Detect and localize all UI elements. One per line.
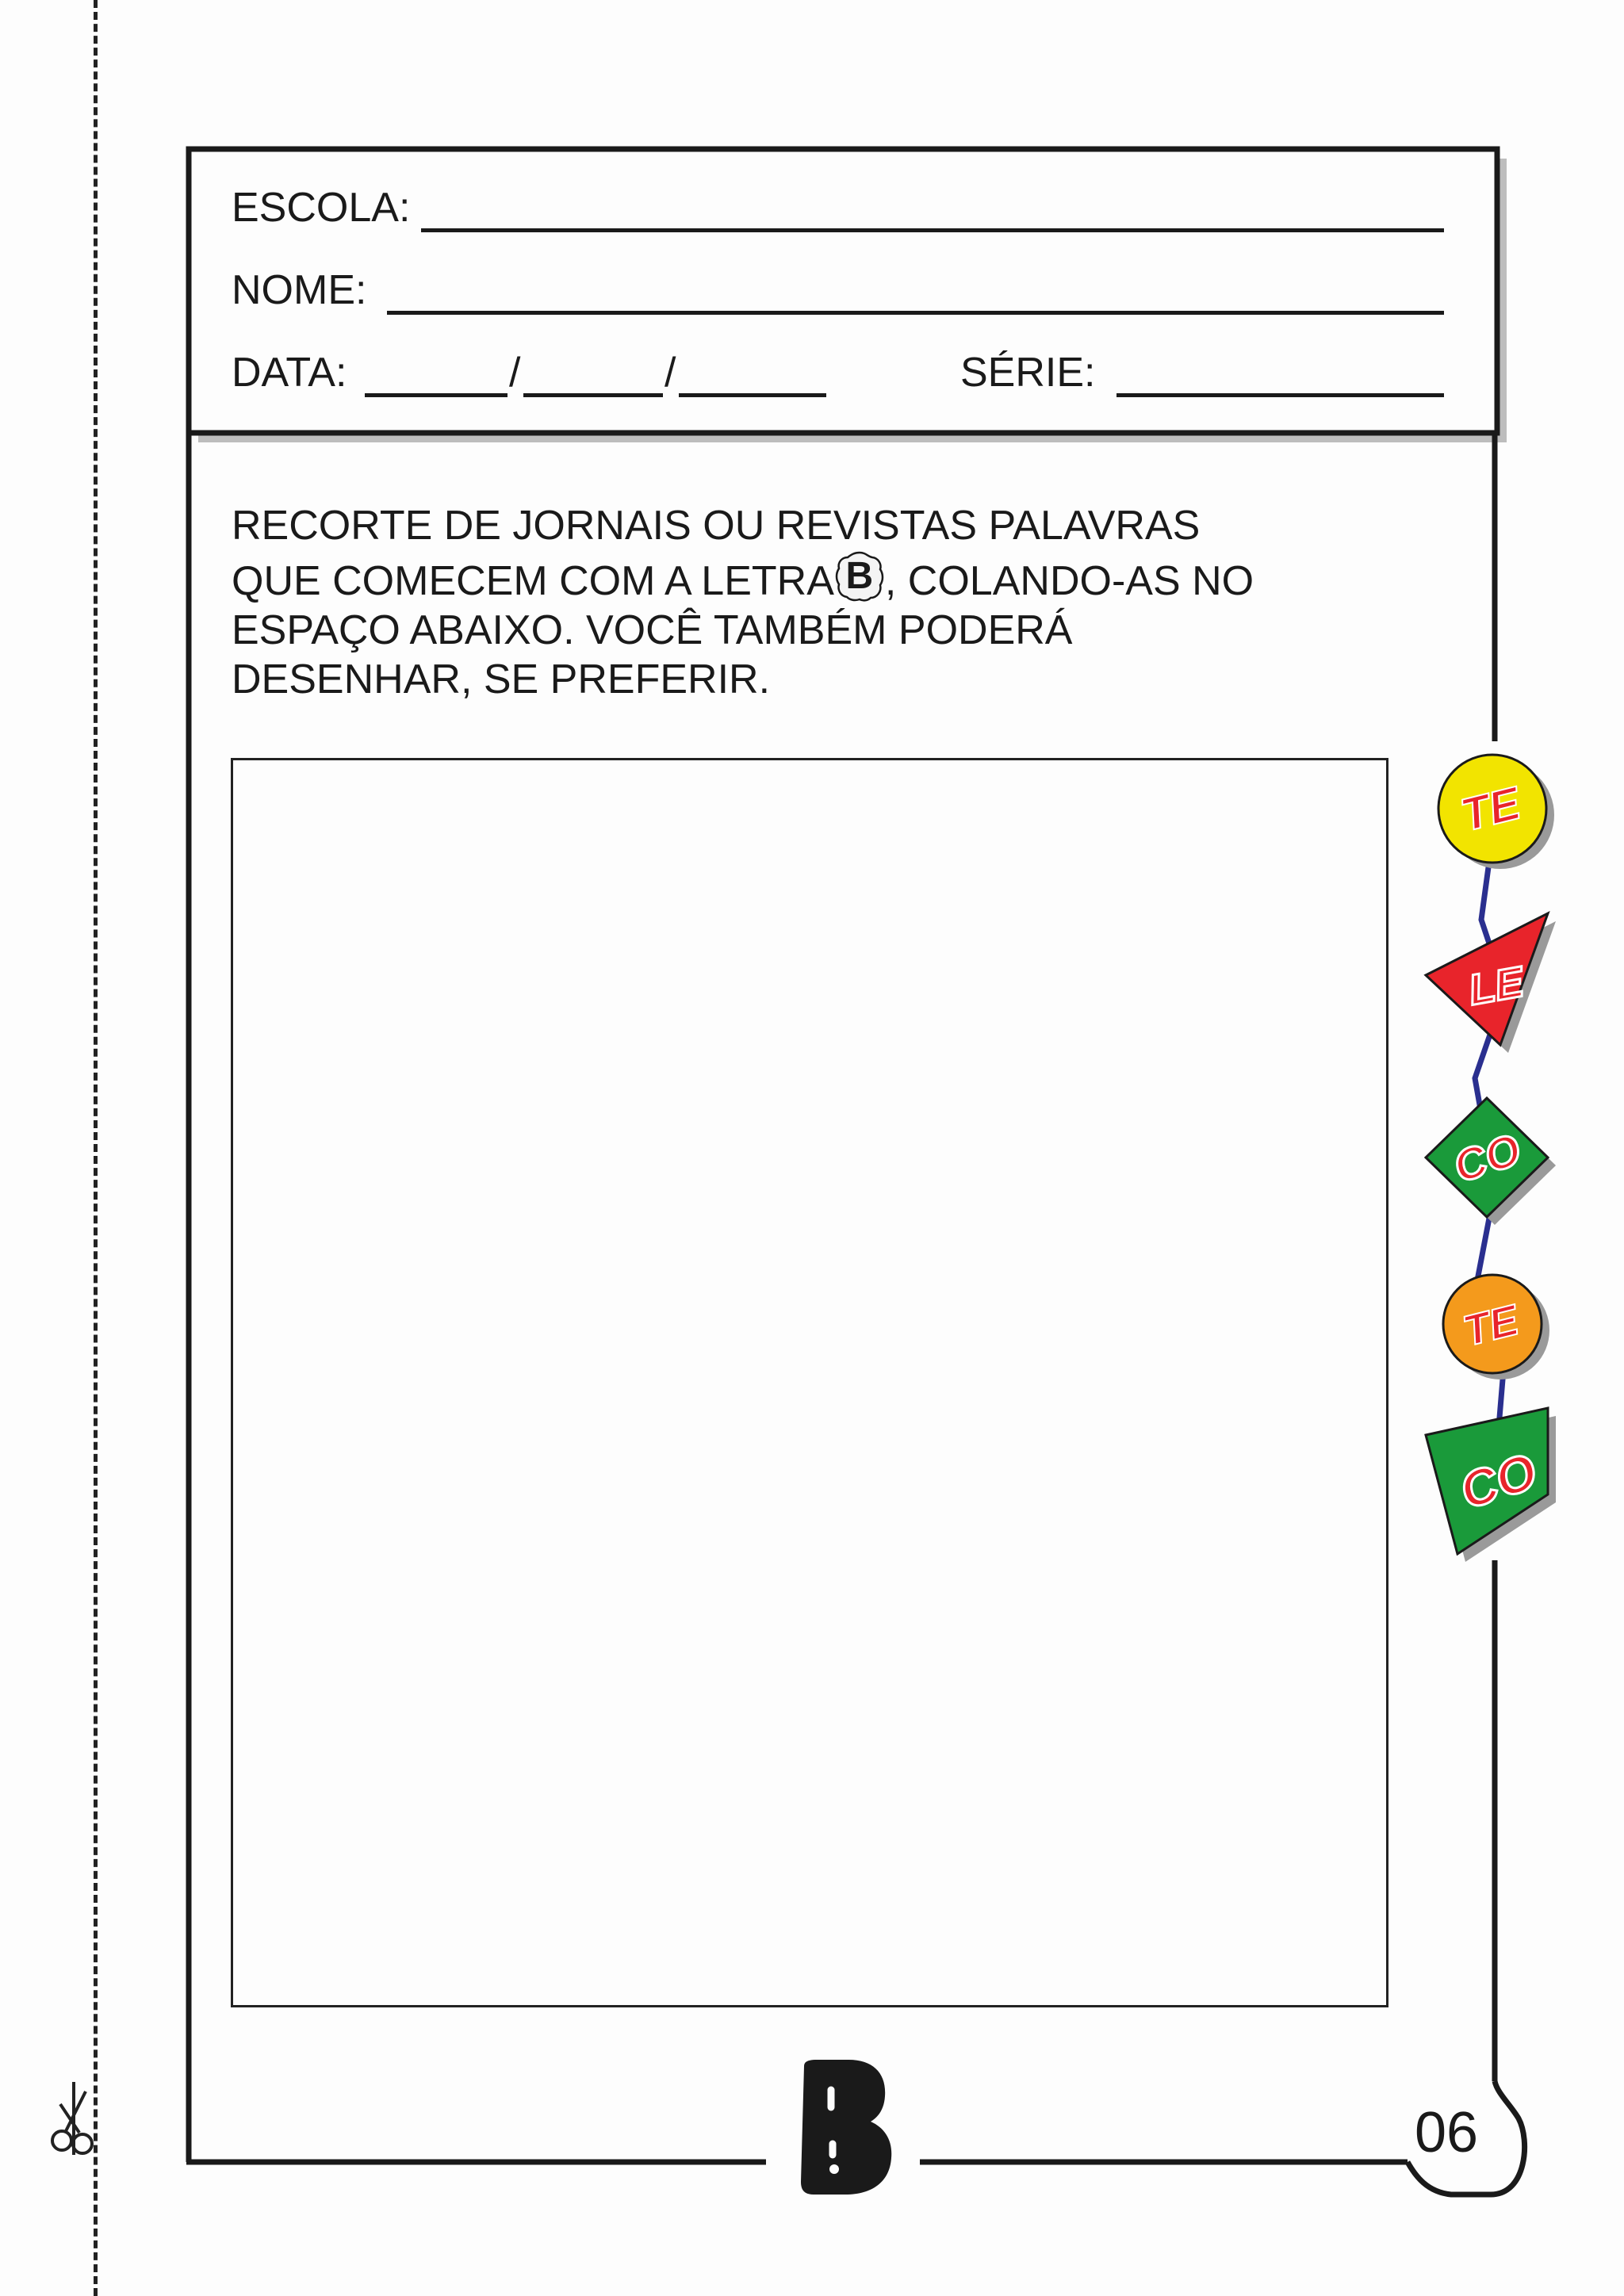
side-tag-text: TE <box>1455 777 1526 842</box>
school-label: ESCOLA: <box>232 185 411 231</box>
grade-label: SÉRIE: <box>960 350 1096 396</box>
big-letter-b <box>793 2058 896 2198</box>
date-year-field[interactable] <box>679 393 826 397</box>
side-tag-le <box>1426 913 1556 1053</box>
paste-drawing-area[interactable] <box>231 758 1388 2007</box>
side-tag-text: CO <box>1447 1123 1526 1192</box>
side-tag-text: LE <box>1465 958 1527 1015</box>
instructions-line: RECORTE DE JORNAIS OU REVISTAS PALAVRAS <box>232 503 1201 549</box>
page-number: 06 <box>1415 2101 1479 2164</box>
letter-b-text: B <box>845 555 874 597</box>
school-field[interactable] <box>421 228 1444 232</box>
instructions-line <box>232 550 1405 606</box>
side-tag-text: TE <box>1458 1295 1523 1356</box>
date-day-field[interactable] <box>365 393 508 397</box>
date-separator: / <box>509 350 521 396</box>
name-field[interactable] <box>387 311 1444 315</box>
grade-field[interactable] <box>1116 393 1444 397</box>
date-separator: / <box>665 350 676 396</box>
date-label: DATA: <box>232 350 347 396</box>
letter-b-badge <box>834 550 885 603</box>
instructions-fragment: QUE COMECEM COM A LETRA <box>232 558 834 604</box>
side-tag-co-2 <box>1426 1408 1556 1562</box>
date-month-field[interactable] <box>523 393 663 397</box>
side-decoration <box>1419 745 1578 1617</box>
instructions-fragment: , COLANDO-AS NO <box>884 558 1254 604</box>
side-tag-text: CO <box>1453 1442 1544 1521</box>
student-info-header <box>189 149 1497 433</box>
instructions-line: DESENHAR, SE PREFERIR. <box>232 656 771 702</box>
side-tag-te-1 <box>1438 755 1554 869</box>
side-tag-co-1 <box>1426 1098 1556 1225</box>
side-tag-te-2 <box>1443 1275 1549 1380</box>
instructions-text <box>232 501 1405 704</box>
instructions-line: ESPAÇO ABAIXO. VOCÊ TAMBÉM PODERÁ <box>232 607 1073 653</box>
name-label: NOME: <box>232 267 367 313</box>
